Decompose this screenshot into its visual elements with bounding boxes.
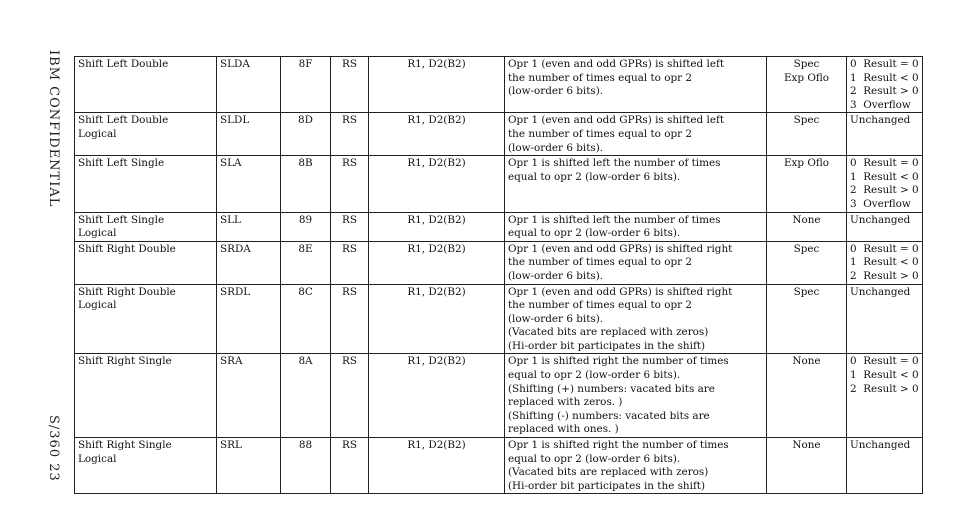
description-line: equal to opr 2 (low-order 6 bits).	[508, 452, 681, 465]
description-line: Opr 1 (even and odd GPRs) is shifted left	[508, 58, 725, 70]
opcode: 8B	[298, 157, 313, 170]
condition-code-cell	[847, 57, 923, 113]
interrupts-cell	[767, 241, 847, 284]
interrupt: None	[792, 439, 821, 452]
condition-code-line: 1 Result < 0	[850, 71, 919, 84]
operands-cell	[369, 113, 505, 156]
interrupts-cell	[767, 113, 847, 156]
description-line: (low-order 6 bits).	[508, 312, 604, 325]
condition-code-cell	[847, 354, 923, 438]
format-cell	[331, 241, 369, 284]
opcode-cell	[281, 241, 331, 284]
interrupt: Spec	[793, 114, 820, 127]
condition-code-line: Unchanged	[850, 114, 911, 127]
operands-cell	[369, 212, 505, 241]
opcode: 89	[298, 213, 313, 226]
opcode: 8A	[298, 355, 313, 368]
description-line: (low-order 6 bits).	[508, 85, 604, 98]
mnemonic-cell	[217, 156, 281, 212]
instruction-name: Shift Right Single	[78, 439, 172, 452]
operands: R1, D2(B2)	[407, 58, 466, 70]
condition-code-line: 3 Overflow	[850, 98, 911, 111]
condition-code-line: Unchanged	[850, 439, 911, 452]
mnemonic: SLDA	[220, 58, 250, 70]
operands: R1, D2(B2)	[407, 285, 466, 298]
mnemonic: SRL	[220, 439, 242, 452]
mnemonic: SLA	[220, 157, 242, 170]
table-row	[75, 241, 923, 284]
description-cell	[505, 438, 767, 494]
description-line: (Shifting (-) numbers: vacated bits are	[508, 409, 710, 422]
description-line: Opr 1 is shifted right the number of times	[508, 439, 729, 452]
instruction-name: Shift Right Double	[78, 285, 176, 298]
description-line: (Vacated bits are replaced with zeros)	[508, 466, 709, 479]
opcode-cell	[281, 57, 331, 113]
instruction-name: Shift Left Single	[78, 213, 165, 226]
interrupt: Exp Oflo	[783, 71, 830, 84]
instruction-name-cell	[75, 354, 217, 438]
table-row	[75, 354, 923, 438]
instruction-name-cell	[75, 438, 217, 494]
operands-cell	[369, 284, 505, 354]
opcode-cell	[281, 113, 331, 156]
operands: R1, D2(B2)	[407, 439, 466, 452]
format-cell	[331, 212, 369, 241]
description-cell	[505, 284, 767, 354]
page-number-label: S/360 23	[46, 415, 61, 482]
format: RS	[342, 157, 357, 170]
description-line: equal to opr 2 (low-order 6 bits).	[508, 170, 681, 183]
instruction-name-cell	[75, 284, 217, 354]
instruction-name: Logical	[78, 127, 117, 140]
mnemonic: SRA	[220, 355, 243, 368]
mnemonic: SRDA	[220, 242, 251, 255]
format-cell	[331, 354, 369, 438]
interrupt: Spec	[793, 58, 820, 70]
description-line: replaced with zeros. )	[508, 396, 623, 409]
description-line: equal to opr 2 (low-order 6 bits).	[508, 369, 681, 382]
format: RS	[342, 213, 357, 226]
condition-code-line: 2 Result > 0	[850, 269, 919, 282]
description-line: Opr 1 (even and odd GPRs) is shifted right	[508, 242, 733, 255]
operands-cell	[369, 438, 505, 494]
mnemonic-cell	[217, 284, 281, 354]
condition-code-line: 2 Result > 0	[850, 85, 919, 98]
interrupts-cell	[767, 284, 847, 354]
description-line: (Hi-order bit participates in the shift)	[508, 339, 706, 352]
interrupts-cell	[767, 212, 847, 241]
table-row	[75, 212, 923, 241]
shift-instructions-table	[74, 56, 923, 494]
format: RS	[342, 355, 357, 368]
instruction-name-cell	[75, 57, 217, 113]
instruction-name-cell	[75, 212, 217, 241]
opcode-cell	[281, 284, 331, 354]
instruction-name: Logical	[78, 227, 117, 240]
format: RS	[342, 285, 357, 298]
instruction-name: Shift Right Double	[78, 242, 176, 255]
interrupts-cell	[767, 354, 847, 438]
operands: R1, D2(B2)	[407, 114, 466, 127]
table-row	[75, 57, 923, 113]
description-line: the number of times equal to opr 2	[508, 299, 693, 312]
description-line: equal to opr 2 (low-order 6 bits).	[508, 227, 681, 240]
condition-code-cell	[847, 438, 923, 494]
operands: R1, D2(B2)	[407, 242, 466, 255]
interrupt: Exp Oflo	[783, 157, 830, 170]
mnemonic: SLL	[220, 213, 241, 226]
interrupt: Spec	[793, 285, 820, 298]
mnemonic: SLDL	[220, 114, 250, 127]
operands-cell	[369, 156, 505, 212]
description-line: (Vacated bits are replaced with zeros)	[508, 326, 709, 339]
interrupts-cell	[767, 438, 847, 494]
description-cell	[505, 212, 767, 241]
instruction-name-cell	[75, 113, 217, 156]
description-line: (low-order 6 bits).	[508, 269, 604, 282]
confidential-label: IBM CONFIDENTIAL	[46, 50, 61, 208]
operands-cell	[369, 354, 505, 438]
opcode: 88	[298, 439, 313, 452]
opcode: 8E	[298, 242, 313, 255]
description-cell	[505, 241, 767, 284]
description-line: Opr 1 (even and odd GPRs) is shifted right	[508, 285, 733, 298]
instruction-name: Logical	[78, 299, 117, 312]
description-cell	[505, 57, 767, 113]
format-cell	[331, 438, 369, 494]
operands: R1, D2(B2)	[407, 355, 466, 368]
interrupt: None	[792, 355, 821, 368]
instruction-name-cell	[75, 241, 217, 284]
instruction-name: Shift Left Double	[78, 114, 169, 127]
operands: R1, D2(B2)	[407, 157, 466, 170]
format: RS	[342, 114, 357, 127]
condition-code-cell	[847, 156, 923, 212]
condition-code-line: 2 Result > 0	[850, 184, 919, 197]
table-row	[75, 284, 923, 354]
condition-code-line: 1 Result < 0	[850, 256, 919, 269]
description-line: replaced with ones. )	[508, 423, 619, 436]
operands-cell	[369, 57, 505, 113]
description-line: the number of times equal to opr 2	[508, 127, 693, 140]
condition-code-cell	[847, 284, 923, 354]
operands-cell	[369, 241, 505, 284]
opcode-cell	[281, 156, 331, 212]
format: RS	[342, 58, 357, 70]
opcode-cell	[281, 438, 331, 494]
condition-code-line: 3 Overflow	[850, 197, 911, 210]
condition-code-cell	[847, 241, 923, 284]
format: RS	[342, 439, 357, 452]
mnemonic-cell	[217, 212, 281, 241]
format-cell	[331, 156, 369, 212]
description-cell	[505, 113, 767, 156]
description-line: (Hi-order bit participates in the shift)	[508, 479, 706, 492]
description-line: Opr 1 is shifted right the number of times	[508, 355, 729, 368]
condition-code-line: 0 Result = 0	[850, 355, 919, 368]
description-line: Opr 1 is shifted left the number of times	[508, 157, 721, 170]
interrupts-cell	[767, 57, 847, 113]
operands: R1, D2(B2)	[407, 213, 466, 226]
interrupts-cell	[767, 156, 847, 212]
mnemonic-cell	[217, 354, 281, 438]
condition-code-line: 0 Result = 0	[850, 242, 919, 255]
mnemonic: SRDL	[220, 285, 251, 298]
instruction-name: Shift Right Single	[78, 355, 172, 368]
mnemonic-cell	[217, 241, 281, 284]
condition-code-line: 1 Result < 0	[850, 170, 919, 183]
opcode: 8C	[298, 285, 313, 298]
instruction-name: Shift Left Single	[78, 157, 165, 170]
condition-code-line: 0 Result = 0	[850, 157, 919, 170]
description-line: Opr 1 is shifted left the number of times	[508, 213, 721, 226]
description-cell	[505, 354, 767, 438]
condition-code-line: 1 Result < 0	[850, 369, 919, 382]
table-row	[75, 438, 923, 494]
format-cell	[331, 57, 369, 113]
opcode-cell	[281, 354, 331, 438]
description-line: Opr 1 (even and odd GPRs) is shifted left	[508, 114, 725, 127]
mnemonic-cell	[217, 57, 281, 113]
interrupt: None	[792, 213, 821, 226]
condition-code-cell	[847, 212, 923, 241]
format: RS	[342, 242, 357, 255]
opcode: 8F	[298, 58, 313, 70]
mnemonic-cell	[217, 438, 281, 494]
format-cell	[331, 284, 369, 354]
opcode-cell	[281, 212, 331, 241]
interrupt: Spec	[793, 242, 820, 255]
mnemonic-cell	[217, 113, 281, 156]
opcode: 8D	[298, 114, 313, 127]
format-cell	[331, 113, 369, 156]
description-line: the number of times equal to opr 2	[508, 71, 693, 84]
table-row	[75, 156, 923, 212]
description-line: (low-order 6 bits).	[508, 141, 604, 154]
condition-code-cell	[847, 113, 923, 156]
instruction-name: Shift Left Double	[78, 58, 169, 70]
instruction-name: Logical	[78, 452, 117, 465]
description-line: (Shifting (+) numbers: vacated bits are	[508, 382, 715, 395]
condition-code-line: Unchanged	[850, 213, 911, 226]
condition-code-line: 2 Result > 0	[850, 382, 919, 395]
table-row	[75, 113, 923, 156]
description-cell	[505, 156, 767, 212]
instruction-name-cell	[75, 156, 217, 212]
condition-code-line: 0 Result = 0	[850, 58, 919, 70]
condition-code-line: Unchanged	[850, 285, 911, 298]
description-line: the number of times equal to opr 2	[508, 256, 693, 269]
